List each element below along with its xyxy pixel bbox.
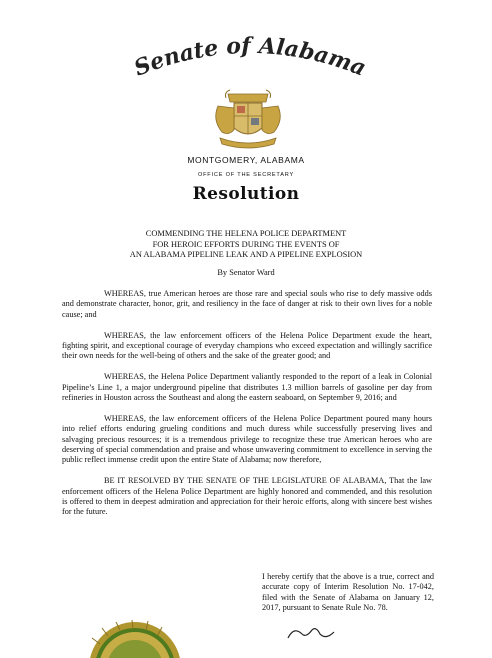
senate-banner-text: Senate of Alabama (130, 32, 370, 82)
resolution-heading (60, 229, 432, 261)
heading-line: COMMENDING THE HELENA POLICE DEPARTMENT (145, 229, 347, 238)
senate-banner (130, 28, 370, 88)
whereas-paragraph: WHEREAS, true American heroes are those rare and special souls who rise to defy massive odds and demonstrate character, honor, grit, and resiliency in the face of danger at risk to their own lives for a noble cause; and (62, 289, 432, 319)
document-title: Resolution (192, 184, 300, 204)
location-line: MONTGOMERY, ALABAMA (187, 155, 305, 165)
whereas-paragraph: WHEREAS, the law enforcement officers of the Helena Police Department exude the heart, fighting spirit, and exceptional courage of everyday champions who exceed expectation and willingly sacrifice their own needs for the well-being of others and the sake of the greater good; and (62, 330, 432, 361)
senate-seal (80, 598, 180, 658)
resolution-author: By Senator Ward (217, 268, 275, 277)
resolved-paragraph: BE IT RESOLVED BY THE SENATE OF THE LEGISLATURE OF ALABAMA, That the law enforcement officers of the Helena Police Department are highly honored and commended, and this resolution is offered to them in deepest admiration and appreciation for their heroic efforts, along with sincere best wishes for the future. (62, 476, 432, 517)
secretary-signature (286, 624, 346, 640)
whereas-paragraph: WHEREAS, the law enforcement officers of the Helena Police Department poured many hours into relief efforts enduring grueling conditions and much duress while successfully preserving lives and salvaging precious resources; it is a tremendous privilege to recognize these true American heroes who are deserving of special commendation and praise and whose unwavering commitment to excellence in serving the public reflect immense credit upon the entire State of Alabama; now therefore, (62, 413, 432, 465)
state-crest-emblem (206, 88, 290, 150)
resolution-body (62, 289, 432, 528)
heading-line: AN ALABAMA PIPELINE LEAK AND A PIPELINE EXPLOSION (129, 250, 363, 260)
office-line: OFFICE OF THE SECRETARY (197, 172, 295, 178)
certification-statement: I hereby certify that the above is a true, correct and accurate copy of Interim Resolution No. 17-042, filed with the Senate of Alabama on January 12, 2017, pursuant to Senate Rule No. 78. (262, 572, 434, 613)
heading-line: FOR HEROIC EFFORTS DURING THE EVENTS OF (152, 239, 340, 249)
whereas-paragraph: WHEREAS, the Helena Police Department valiantly responded to the report of a leak in Colonial Pipeline’s Line 1, a major underground pipeline that distributes 1.3 million barrels of gasoline per day from refineries in Houston across the Southeast and along the eastern seaboard, on September 9, 2016; and (62, 372, 432, 403)
